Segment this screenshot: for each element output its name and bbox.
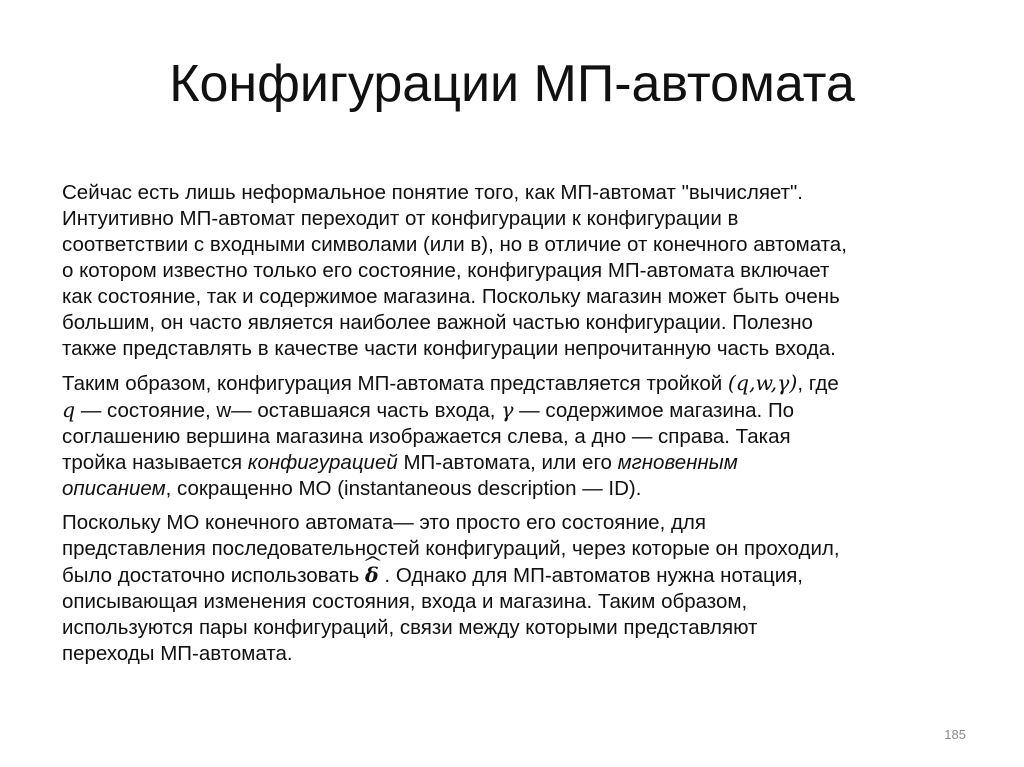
text-line — [62, 476, 982, 502]
text-segment: . Однако для МП-автоматов нужна нотация, — [378, 564, 803, 587]
text-line: Поскольку МО конечного автомата— это просто его состояние, для — [62, 511, 706, 534]
text-line: переходы МП-автомата. — [62, 642, 293, 665]
slide-title: Конфигурации МП-автомата — [169, 55, 855, 113]
text-line: также представлять в качестве части конфигурации непрочитанную часть входа. — [62, 337, 836, 360]
text-line: Сейчас есть лишь неформальное понятие того, как МП-автомат "вычисляет". — [62, 181, 804, 204]
text-segment: Таким образом, конфигурация МП-автомата представляется тройкой — [62, 372, 728, 395]
text-line — [62, 370, 982, 397]
text-segment: — состояние, w— оставшаяся часть входа, — [75, 399, 502, 422]
emphasis-term: мгновенным — [617, 451, 738, 474]
text-line — [62, 562, 982, 589]
emphasis-term: описанием — [62, 477, 166, 500]
text-segment: было достаточно использовать — [62, 564, 366, 587]
delta-hat-symbol: ^ δ — [365, 562, 379, 588]
text-segment: , где — [797, 372, 839, 395]
paragraph-configuration-definition — [62, 370, 982, 502]
text-segment: МП-автомата, или его — [397, 451, 618, 474]
text-line: соглашению вершина магазина изображается слева, а дно — справа. Такая — [62, 425, 791, 448]
emphasis-term: конфигурацией — [247, 451, 398, 474]
text-line: Интуитивно МП-автомат переходит от конфигурации к конфигурации в — [62, 207, 739, 230]
text-segment: , сокращенно МО (instantaneous description — ID). — [165, 477, 642, 500]
text-line: описывающая изменения состояния, входа и магазина. Таким образом, — [62, 590, 748, 613]
gamma-symbol: γ — [501, 398, 514, 422]
text-segment: тройка называется — [62, 451, 248, 474]
triple-formula: (q,w,γ) — [727, 371, 798, 395]
text-line: представления последовательностей конфигураций, через которые он проходил, — [62, 537, 840, 560]
text-segment: — содержимое магазина. По — [513, 399, 795, 422]
text-line — [62, 450, 982, 476]
paragraph-intro — [62, 180, 982, 362]
paragraph-transitions — [62, 510, 982, 667]
page-number: 185 — [944, 727, 966, 742]
text-line: большим, он часто является наиболее важной частью конфигурации. Полезно — [62, 311, 813, 334]
text-line: используются пары конфигураций, связи между которыми представляют — [62, 616, 758, 639]
text-line: как состояние, так и содержимое магазина. Поскольку магазин может быть очень — [62, 285, 840, 308]
text-line: соответствии с входными символами (или в), но в отличие от конечного автомата, — [62, 233, 847, 256]
slide-body — [62, 180, 982, 675]
q-symbol: q — [62, 398, 76, 422]
text-line — [62, 397, 982, 424]
text-line: о котором известно только его состояние, конфигурация МП-автомата включает — [62, 259, 830, 282]
